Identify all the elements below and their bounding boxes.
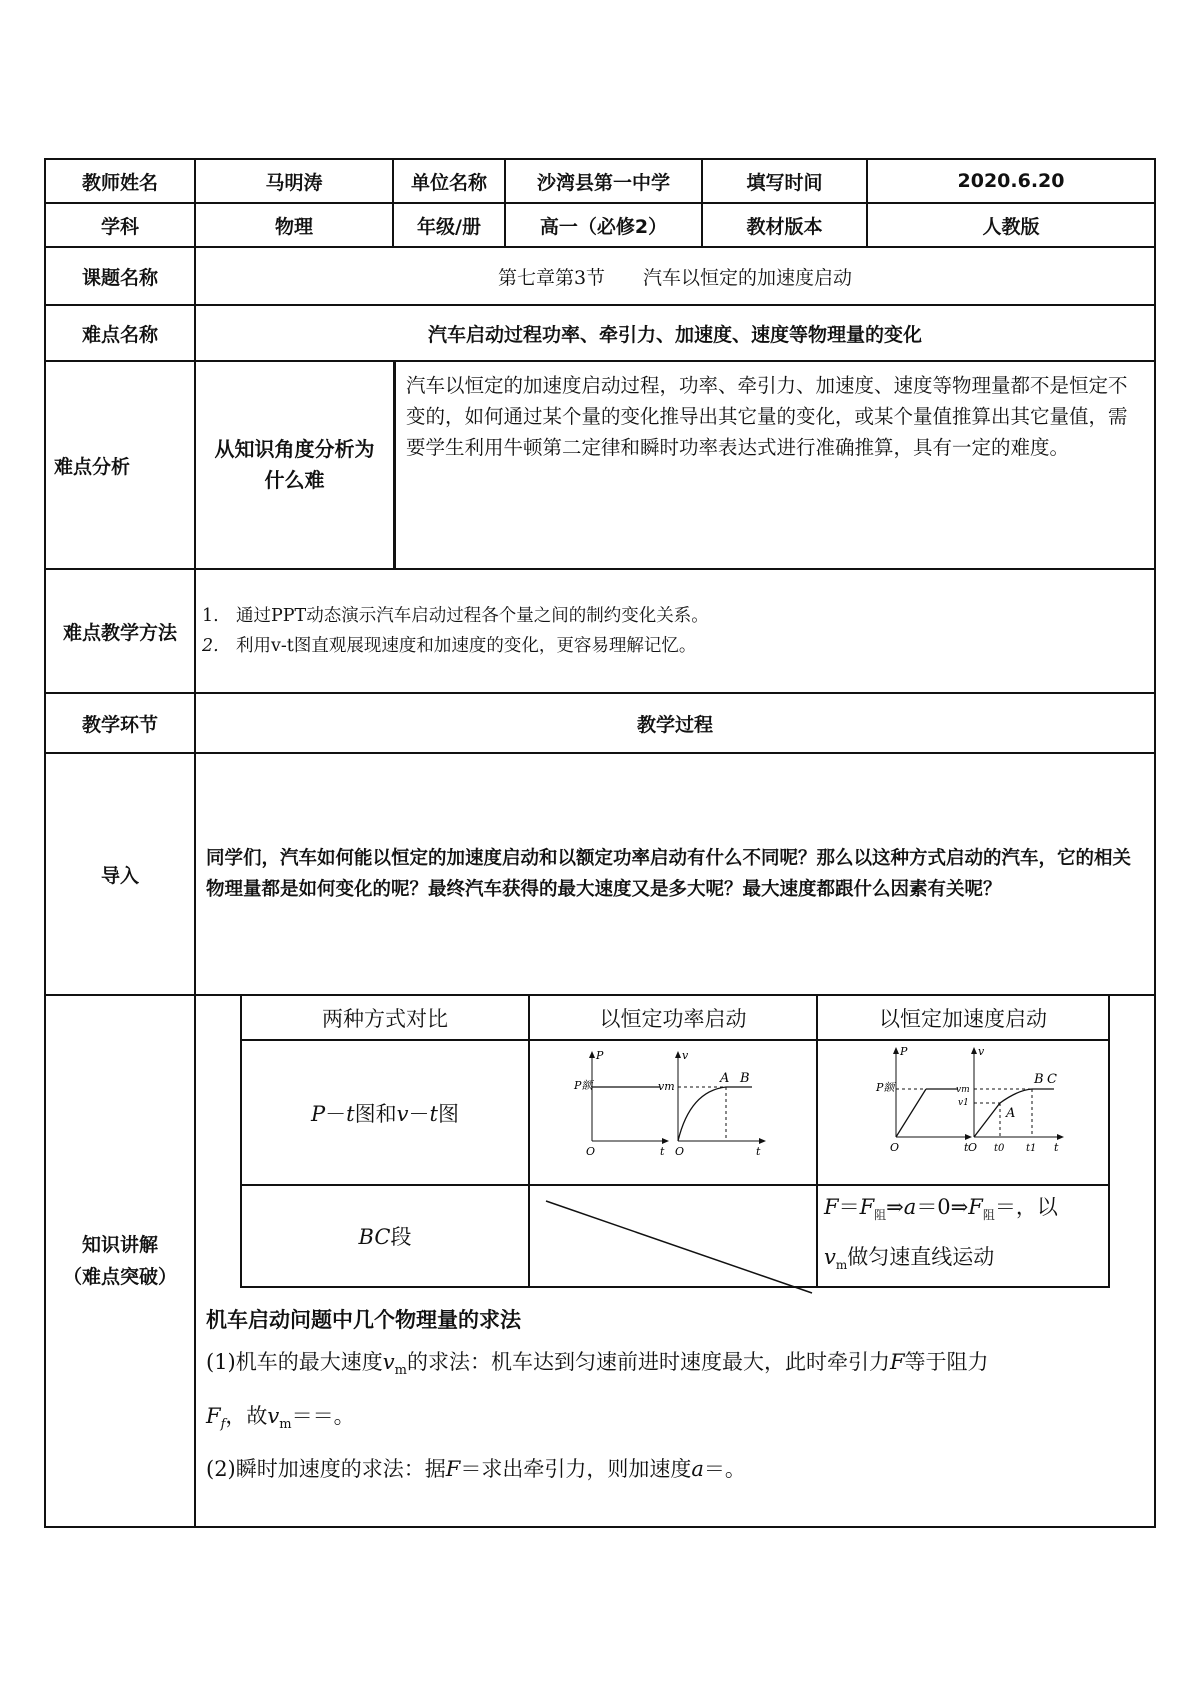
strike-line: [546, 1201, 812, 1293]
sub-resist: 阻: [874, 1208, 887, 1223]
text: (2)瞬时加速度的求法：据: [206, 1456, 446, 1481]
formula-line-2: [206, 1394, 1154, 1447]
arrow-icon: [971, 1047, 977, 1054]
pt-t-label: t: [660, 1145, 665, 1158]
accel-a: a: [903, 1195, 917, 1219]
vt-curve: [678, 1087, 752, 1141]
pt-p-label: P: [900, 1045, 908, 1058]
bc-line-1: [824, 1186, 1102, 1236]
bc-motion-text: 做匀速直线运动: [847, 1245, 995, 1270]
formula-line-1: [206, 1340, 1154, 1393]
arrow-icon: [893, 1047, 899, 1054]
grade-label: 年级/册: [393, 203, 505, 247]
text: ＝。: [703, 1456, 746, 1481]
arrow-icon: [662, 1138, 669, 1144]
text: 等于阻力: [904, 1350, 989, 1375]
text: ＝＝。: [291, 1403, 355, 1428]
graph-label-v: v: [396, 1101, 409, 1126]
velocity-v: v: [382, 1350, 395, 1375]
analysis-label: 难点分析: [45, 361, 195, 569]
equals: ＝: [838, 1195, 860, 1219]
vt-b-label: B: [740, 1071, 750, 1086]
accel-a: a: [691, 1456, 704, 1481]
arrow-icon: [965, 1134, 972, 1140]
analysis-text: 汽车以恒定的加速度启动过程，功率、牵引力、加速度、速度等物理量都不是恒定不变的，如何通过某个量的变化推导出其它量的变化，或某个量值推算出其它量值，需要学生利用牛顿第二定律和瞬时功率表达式进行准确推算，具有一定的难度。: [406, 374, 1128, 459]
constant-power-svg: [530, 1041, 816, 1179]
knowledge-row: [45, 995, 1155, 1527]
sub-resist: 阻: [982, 1208, 995, 1223]
vt-vm-label: vm: [956, 1085, 970, 1095]
process-header: 教学过程: [195, 693, 1155, 753]
pt-t-label: t: [964, 1141, 969, 1154]
vt-v1-label: v1: [958, 1098, 969, 1108]
vt-b-label: B: [1034, 1072, 1044, 1087]
pt-p-label: P: [596, 1049, 604, 1062]
bc-row-label: [241, 1185, 529, 1287]
bc-seg-label: 段: [390, 1225, 412, 1250]
graph-label-end: 图: [437, 1101, 459, 1126]
constant-power-graphs: [529, 1040, 817, 1185]
vt-t-label: t: [1054, 1141, 1059, 1154]
process-header-row: [45, 693, 1155, 753]
force-f: F: [206, 1403, 221, 1428]
text: (1)机车的最大速度: [206, 1350, 383, 1375]
arrow-icon: [1057, 1134, 1064, 1140]
grade-value: 高一（必修2）: [505, 203, 702, 247]
compare-col2: 以恒定功率启动: [529, 996, 817, 1040]
velocity-v: v: [267, 1403, 280, 1428]
compare-col3: 以恒定加速度启动: [817, 996, 1109, 1040]
analysis-aspect: 从知识角度分析为什么难: [196, 362, 396, 568]
header-row-2: [45, 203, 1155, 247]
methods-row: [45, 569, 1155, 693]
subject-label: 学科: [45, 203, 195, 247]
edition-value: 人教版: [867, 203, 1155, 247]
graph-label-and: 图和: [354, 1101, 397, 1126]
vt-a-label: A: [1006, 1106, 1016, 1121]
force-f: F: [968, 1195, 983, 1219]
bc-line-2: [824, 1236, 1102, 1286]
sub-m: m: [835, 1258, 848, 1273]
topic-value: 第七章第3节 汽车以恒定的加速度启动: [195, 247, 1155, 305]
edition-label: 教材版本: [702, 203, 867, 247]
lesson-plan: [44, 158, 1154, 1528]
unit-value: 沙湾县第一中学: [505, 159, 702, 203]
method-item: [202, 601, 1148, 631]
method-num: 1.: [202, 606, 219, 626]
vt-t1-label: t1: [1026, 1143, 1037, 1154]
constant-accel-graphs: [817, 1040, 1109, 1185]
text: ＝求出牵引力，则加速度: [460, 1456, 692, 1481]
methods-list: [195, 569, 1155, 693]
pt-origin-label: O: [890, 1141, 900, 1154]
lesson-plan-table: [44, 158, 1156, 1528]
text: 的求法：机车达到匀速前进时速度最大，此时牵引力: [406, 1350, 890, 1375]
vt-t0-label: t0: [994, 1143, 1005, 1154]
compare-col1: 两种方式对比: [241, 996, 529, 1040]
arrow-icon: [589, 1051, 595, 1058]
pt-origin-label: O: [586, 1145, 596, 1158]
method-num: 2.: [202, 636, 219, 656]
intro-text: 同学们，汽车如何能以恒定的加速度启动和以额定功率启动有什么不同呢？那么以这种方式启动的汽车，它的相关物理量都是如何变化的呢？最终汽车获得的最大速度又是多大呢？最大速度都跟什么因素有关呢？: [195, 753, 1155, 995]
topic-label: 课题名称: [45, 247, 195, 305]
pt-pe-label: P额: [876, 1081, 895, 1094]
intro-row: [45, 753, 1155, 995]
sub-m: m: [279, 1416, 292, 1432]
force-f: F: [889, 1350, 905, 1375]
force-f: F: [824, 1195, 839, 1219]
bc-row: [241, 1185, 1109, 1287]
vt-c-label: C: [1047, 1072, 1057, 1087]
vt-origin-label: O: [968, 1141, 978, 1154]
vt-a-label: A: [720, 1071, 730, 1086]
teacher-label: 教师姓名: [45, 159, 195, 203]
text: ，故: [225, 1403, 268, 1428]
comparison-header-row: [241, 996, 1109, 1040]
analysis-content: [196, 362, 1154, 568]
section-title: 机车启动问题中几个物理量的求法: [206, 1308, 521, 1333]
topic-row: [45, 247, 1155, 305]
velocity-v: v: [824, 1245, 836, 1270]
arrow-icon: [759, 1138, 766, 1144]
force-f: F: [445, 1456, 461, 1481]
constant-accel-svg: [818, 1041, 1108, 1179]
vt-vm-label: vm: [658, 1080, 675, 1093]
bc-tail: ＝，以: [994, 1195, 1058, 1219]
formula-line-3: [206, 1447, 1154, 1491]
force-f: F: [859, 1195, 875, 1219]
graph-row-label: [241, 1040, 529, 1185]
difficulty-label: 难点名称: [45, 305, 195, 361]
graph-row: [241, 1040, 1109, 1185]
sub-f: f: [220, 1416, 226, 1432]
bc-empty-cell: [529, 1185, 817, 1287]
date-value: 2020.6.20: [867, 159, 1155, 203]
subject-value: 物理: [195, 203, 393, 247]
vt-v-label: v: [978, 1045, 985, 1058]
vt-origin-label: O: [675, 1145, 685, 1158]
knowledge-content: [195, 995, 1155, 1527]
bc-label: BC: [358, 1225, 391, 1250]
date-label: 填写时间: [702, 159, 867, 203]
sub-m: m: [394, 1363, 407, 1379]
intro-label: 导入: [45, 753, 195, 995]
comparison-table: [240, 996, 1110, 1288]
equals-zero: ＝0⇒: [916, 1195, 969, 1219]
vt-t-label: t: [756, 1145, 761, 1158]
header-row-1: [45, 159, 1155, 203]
method-item: [202, 631, 1148, 661]
methods-label: 难点教学方法: [45, 569, 195, 693]
method-text: 通过PPT动态演示汽车启动过程各个量之间的制约变化关系。: [236, 606, 709, 626]
difficulty-row: [45, 305, 1155, 361]
graph-label-dash: －: [325, 1101, 347, 1126]
stage-header: 教学环节: [45, 693, 195, 753]
method-text: 利用v-t图直观展现速度和加速度的变化，更容易理解记忆。: [236, 636, 697, 656]
graph-label-dash: －: [408, 1101, 430, 1126]
difficulty-value: 汽车启动过程功率、牵引力、加速度、速度等物理量的变化: [195, 305, 1155, 361]
teacher-value: 马明涛: [195, 159, 393, 203]
implies: ⇒: [886, 1195, 904, 1219]
pt-rise-line: [896, 1089, 926, 1137]
analysis-row: [45, 361, 1155, 569]
unit-label: 单位名称: [393, 159, 505, 203]
graph-label-t: t: [346, 1101, 355, 1126]
graph-label-p: P: [311, 1101, 326, 1126]
graph-label-t: t: [429, 1101, 438, 1126]
vt-v-label: v: [682, 1049, 689, 1062]
knowledge-label-line2: （难点突破）: [62, 1266, 177, 1288]
pt-pe-label: P额: [574, 1079, 593, 1092]
knowledge-label-line1: 知识讲解: [81, 1234, 158, 1256]
knowledge-label: [45, 995, 195, 1527]
bc-description: [817, 1185, 1109, 1287]
arrow-icon: [675, 1051, 681, 1058]
diagonal-strike: [530, 1193, 816, 1279]
